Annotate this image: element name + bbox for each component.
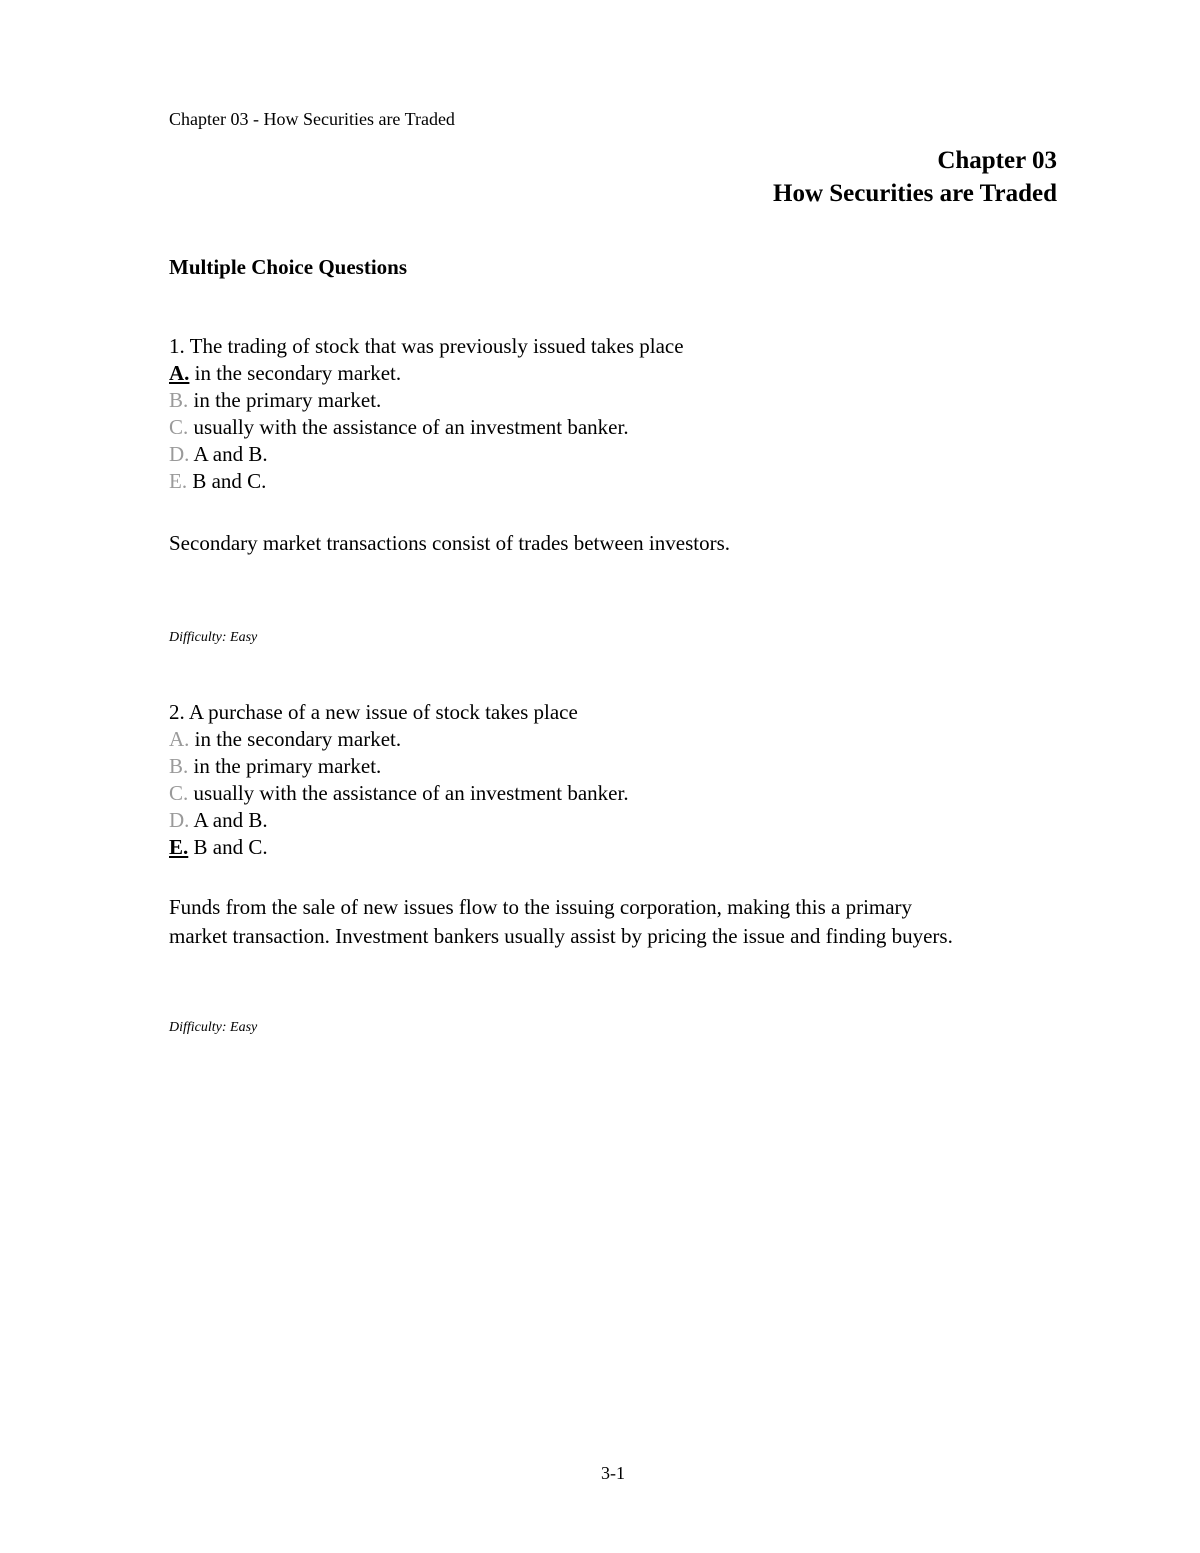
- option-d: [169, 441, 1069, 468]
- chapter-title: How Securities are Traded: [773, 180, 1057, 207]
- option-d: [169, 807, 1069, 834]
- option-letter: C.: [169, 781, 189, 805]
- option-a: [169, 360, 1069, 387]
- chapter-title-block: [773, 144, 1057, 210]
- option-c: [169, 780, 1069, 807]
- option-letter: A.: [169, 727, 190, 751]
- option-letter: D.: [169, 808, 190, 832]
- option-e: [169, 834, 1069, 861]
- option-text: in the primary market.: [188, 754, 382, 778]
- option-letter-correct: E.: [169, 835, 189, 859]
- option-c: [169, 414, 1069, 441]
- answer-explanation: Secondary market transactions consist of trades between investors.: [169, 531, 731, 555]
- option-text: A and B.: [189, 808, 268, 832]
- running-header: Chapter 03 - How Securities are Traded: [169, 109, 455, 129]
- section-heading: Multiple Choice Questions: [169, 255, 408, 279]
- page-number: 3-1: [601, 1463, 625, 1483]
- explanation-line: market transaction. Investment bankers usually assist by pricing the issue and finding buyers.: [169, 924, 953, 948]
- option-text: usually with the assistance of an investment banker.: [188, 781, 629, 805]
- option-text: B and C.: [187, 469, 267, 493]
- answer-explanation: [169, 893, 1069, 951]
- option-text: in the secondary market.: [189, 361, 402, 385]
- option-letter: C.: [169, 415, 189, 439]
- question-stem: 2. A purchase of a new issue of stock takes place: [169, 700, 578, 724]
- option-b: [169, 387, 1069, 414]
- option-text: in the primary market.: [188, 388, 382, 412]
- question-1: [169, 333, 1069, 647]
- explanation-line: Funds from the sale of new issues flow to the issuing corporation, making this a primary: [169, 895, 913, 919]
- option-text: B and C.: [188, 835, 268, 859]
- option-a: [169, 726, 1069, 753]
- chapter-label: Chapter 03: [937, 147, 1057, 174]
- difficulty-label: Difficulty: Easy: [169, 1020, 258, 1035]
- option-text: usually with the assistance of an investment banker.: [188, 415, 629, 439]
- option-letter-correct: A.: [169, 361, 190, 385]
- question-stem: 1. The trading of stock that was previously issued takes place: [169, 334, 684, 358]
- option-text: A and B.: [189, 442, 268, 466]
- option-b: [169, 753, 1069, 780]
- option-letter: B.: [169, 388, 189, 412]
- option-letter: E.: [169, 469, 188, 493]
- option-text: in the secondary market.: [189, 727, 402, 751]
- difficulty-label: Difficulty: Easy: [169, 630, 258, 645]
- option-letter: D.: [169, 442, 190, 466]
- option-e: [169, 468, 1069, 495]
- option-letter: B.: [169, 754, 189, 778]
- question-2: [169, 699, 1069, 1037]
